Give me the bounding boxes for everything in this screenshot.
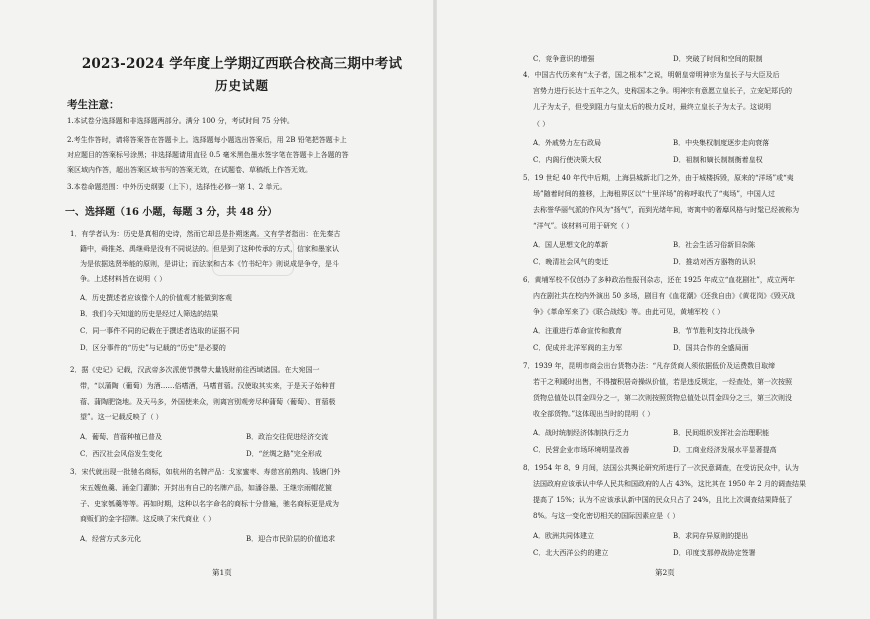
q3-option-a: A．经营方式多元化 xyxy=(80,535,142,543)
q6-line: 内在剧社共在校内外演出 50 多场，剧目有《血花潮》《还我自由》《黄花岗》《毁灭战 xyxy=(533,292,795,300)
q1-line: 籍中，舜推尧、禹继舜是没有不同说法的。但是到了这种传承的方式，信家和墨家认 xyxy=(80,245,339,253)
q7-line: 若干之利暖时出售，不得擅积居奇操纵价值，若是违反规定，一经查处，第一次按照 xyxy=(533,378,792,386)
notice-heading: 考生注意： xyxy=(67,99,120,111)
q5-line: 5．19 世纪 40 年代中后期，上海县城新北门之外，由于城楼拆毁，原来的“洋场”或“夷 xyxy=(523,174,794,182)
q8-line: 8%。与这一变化密切相关的国际因素应是（ ） xyxy=(533,512,680,520)
q2-line: 蓿、蒲陶肥饶地。及天马多，外国使来众，则离宫别观旁尽种蒲萄（葡萄）、苜蓿极 xyxy=(80,398,336,406)
q7-option-b: B．民间组织发挥社会治理职能 xyxy=(673,429,770,437)
q3-option-d: D．突破了时间和空间的限制 xyxy=(673,55,763,63)
q4-option-b: B．中央集权制度逐步走向衰落 xyxy=(673,139,770,147)
q8-option-c: C．北大西洋公约的建立 xyxy=(533,549,609,557)
q7-line: 货物总值处以罚金四分之一，第二次则按照货物总值处以罚金四分之三，第三次则没 xyxy=(533,394,792,402)
q7-option-d: D．工商业经济发展水平显著提高 xyxy=(673,446,777,454)
q3-line: 宋五嫂鱼羹、涌金门灌肺；开封出有自己的名牌产品，如潘谷墨、王继宗雨帽花箧 xyxy=(80,484,332,492)
q4-line: （ ） xyxy=(533,120,550,128)
q8-option-b: B．求同存异原则的提出 xyxy=(673,532,749,540)
q4-line: 儿子为太子，但受到阻力与皇太后的极力反对，最终立皇长子为太子。这说明 xyxy=(533,103,771,111)
q2-line: 带，“以蒲陶（葡萄）为酒……俗嗜酒，马嗜苜蓿。汉使取其实来，于是天子始种苜 xyxy=(80,382,336,390)
q2-option-a: A．葡萄、苜蓿种植已普及 xyxy=(80,433,163,441)
right-page xyxy=(517,0,817,619)
q5-line: 场”随着时间的推移，上海租界区以“十里洋场”的称呼取代了“夷场”，中国人过 xyxy=(533,190,775,198)
q7-line: 7．1939 年，昆明市商会出台货物办法：“凡存货商人须依据低价及运费数目取缔 xyxy=(523,362,776,370)
exam-title: 2023-2024 学年度上学期辽西联合校高三期中考试 xyxy=(81,56,403,72)
q6-line: 争》《革命军来了》《联合战线》等。由此可见，黄埔军校（ ） xyxy=(533,308,725,316)
q8-line: 法国政府应该承认中华人民共和国政府的人占 43%，这比其在 1950 年 2 月的调查结果 xyxy=(533,480,806,488)
q2-option-d: D．“丝绸之路”完全形成 xyxy=(246,450,322,458)
q1-option-d: D．区分事件的“历史”与记载的“历史”是必要的 xyxy=(80,344,226,352)
q1-option-a: A．历史撰述者应该像个人的价值观才能做到客观 xyxy=(80,294,233,302)
exam-subtitle: 历史试题 xyxy=(214,78,269,93)
q7-line: 收全部货物。”这体现出当时的昆明（ ） xyxy=(533,410,655,418)
q8-line: 8．1954 年 8、9 月间，法国公共舆论研究所进行了一次民意调查，在受访民众中，认为 xyxy=(523,464,799,472)
page-number-right: 第2页 xyxy=(655,568,675,577)
q2-option-c: C．西汉社会风俗发生变化 xyxy=(80,450,163,458)
q5-option-b: B．社会生活习俗新旧杂陈 xyxy=(673,241,756,249)
left-page xyxy=(62,0,422,619)
q1-line: 争。上述材料旨在说明（ ） xyxy=(80,275,167,283)
q3-line: 3．宋代就出现一批驰名商标，如杭州的名牌产品：戈家蜜枣、寿慈宫前熟肉、钱塘门外 xyxy=(70,468,341,476)
section-heading: 一、选择题（16 小题，每题 3 分，共 48 分） xyxy=(65,207,278,218)
page-fold xyxy=(433,0,437,619)
q6-option-d: D．国共合作的全盛局面 xyxy=(673,344,749,352)
q2-line: 望”。这一记载反映了（ ） xyxy=(80,413,163,421)
q2-line: 2．据《史记》记载，汉武帝多次派使节携带大量钱财前往西域诸国。在大宛国一 xyxy=(70,366,320,374)
q6-option-c: C．促成并北洋军阀的主力军 xyxy=(533,344,623,352)
q1-line: 1．有学者认为：历史是真相的史诗，然而它却总是扑朔迷离。文有学者指出：在先秦古 xyxy=(70,230,341,238)
notice-1: 1.本试卷分选择题和非选择题两部分。满分 100 分，考试时间 75 分钟。 xyxy=(67,117,294,125)
notice-5: 3.本卷命题范围：中外历史纲要（上下），选择性必修一第 1、2 单元。 xyxy=(67,183,287,191)
q1-option-b: B．我们今天知道的历史是经过人筛选的结果 xyxy=(80,310,219,318)
q5-line: “洋气”。该材料可用于研究（ ） xyxy=(533,222,634,230)
q5-option-c: C．晚清社会风气的变迁 xyxy=(533,258,609,266)
q4-option-d: D．祖制和嫡长制制衡着皇权 xyxy=(673,156,763,164)
q6-option-a: A．注重进行革命宣传和教育 xyxy=(533,327,623,335)
q8-option-d: D．印度支那停战协定签署 xyxy=(673,549,756,557)
q3-option-b: B．迎合市民阶层的价值追求 xyxy=(246,535,336,543)
q4-option-c: C．内阁行使决策大权 xyxy=(533,156,602,164)
q4-line: 宫势力进行长达十五年之久，史称国本之争。明神宗有意愿立皇长子，立宠妃郑氏的 xyxy=(533,87,792,95)
q1-option-c: C．同一事件不同的记载在于撰述者选取的证据不同 xyxy=(80,327,240,335)
q4-line: 4．中国古代历来有“太子者，国之根本”之说，明朝皇帝明神宗为皇长子与大臣及后 xyxy=(523,71,780,79)
q3-line: 子、史家瓠羹等等。再如时期，这种以名字命名的商标十分普遍，驰名商标更是成为 xyxy=(80,500,339,508)
q2-option-b: B．政治交往促进经济交流 xyxy=(246,433,329,441)
notice-2: 2.考生作答时，请将答案答在答题卡上。选择题每小题选出答案后，用 2B 铅笔把答题卡上 xyxy=(67,136,347,144)
q6-option-b: B．节节胜利支持北伐战争 xyxy=(673,327,756,335)
q7-option-c: C．民营企业市场环境明显改善 xyxy=(533,446,630,454)
q5-option-d: D．推动对西方器物的认识 xyxy=(673,258,756,266)
q8-option-a: A．欧洲共同体建立 xyxy=(533,532,595,540)
q3-line: 商贩们的金字招牌。这反映了宋代商业（ ） xyxy=(80,515,216,523)
q4-option-a: A．外戚势力左右政局 xyxy=(533,139,602,147)
q5-option-a: A．国人思想文化的革新 xyxy=(533,241,609,249)
notice-4: 案区域内作答，超出答案区域书写的答案无效，在试题卷、草稿纸上作答无效。 xyxy=(67,166,312,174)
q1-line: 为是依据选贤举能的原则，是讲让；而法家和古本《竹书纪年》则说成是争夺，是斗 xyxy=(80,260,339,268)
page-number-left: 第1页 xyxy=(212,568,232,577)
notice-3: 对应题目的答案标号涂黑；非选择题请用直径 0.5 毫米黑色墨水签字笔在答题卡上各题的答 xyxy=(67,151,349,159)
q7-option-a: A．战时统制经济体制执行乏力 xyxy=(533,429,630,437)
q6-line: 6．黄埔军校不仅创办了多种政治性报刊杂志，还在 1925 年成立“血花剧社”，成立两年 xyxy=(523,276,795,284)
q3-option-c: C．竞争意识的增强 xyxy=(533,55,595,63)
q5-line: 去称誉华丽气派的作风为“扬气”，而到光绪年间，寄寓中的奢靡风格与时髦已经被称为 xyxy=(533,206,800,214)
q8-line: 提高了 15%；认为不应该承认新中国的民众只占了 24%，且比上次调查结果降低了 xyxy=(533,496,793,504)
